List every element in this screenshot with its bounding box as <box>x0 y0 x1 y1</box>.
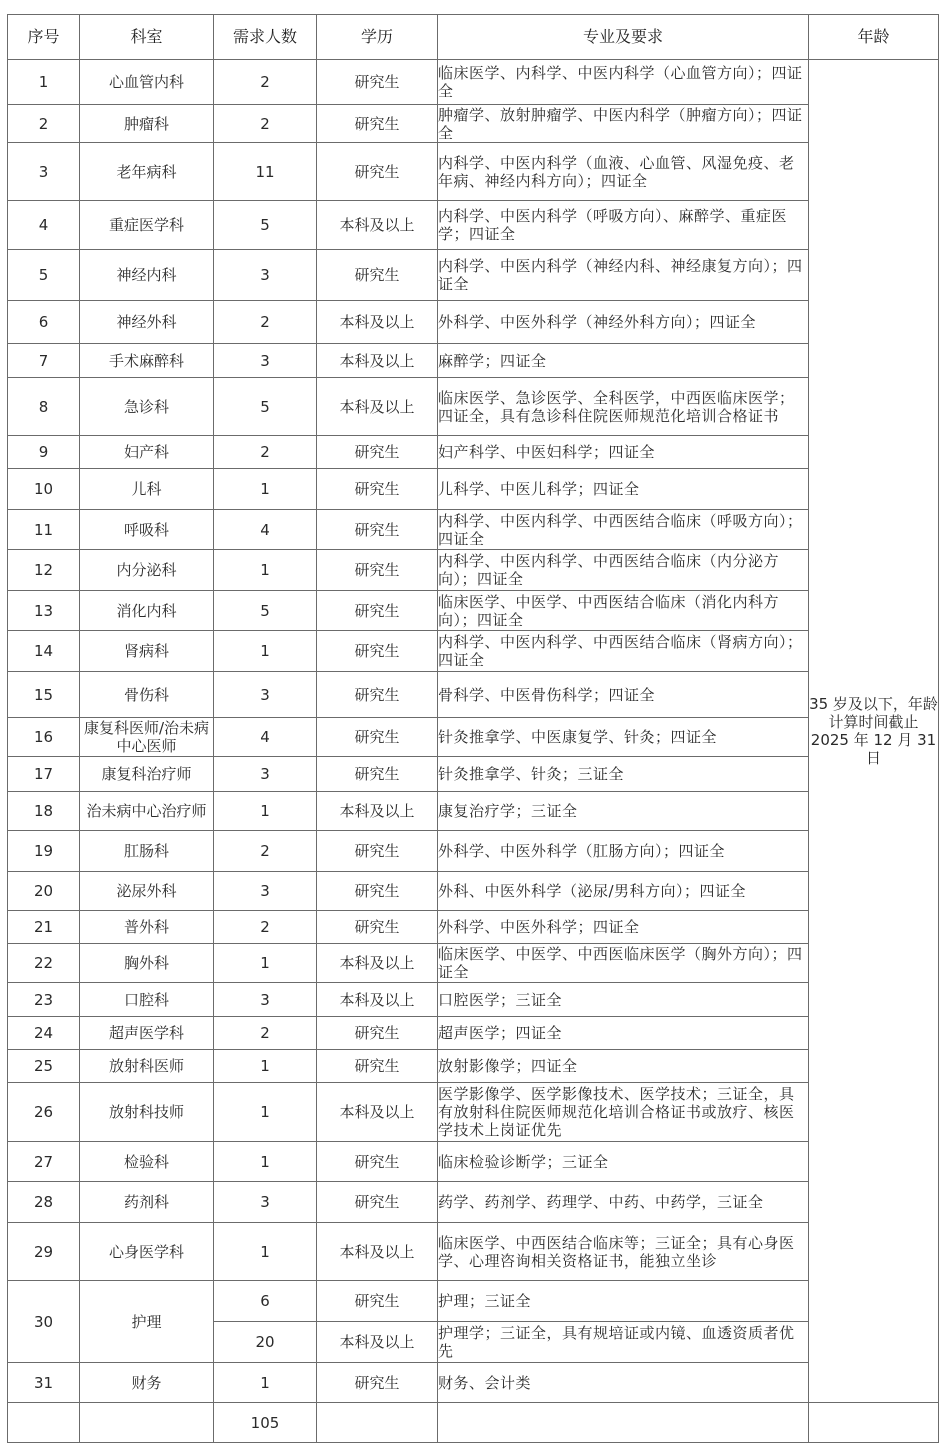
cell-dept: 放射科技师 <box>80 1083 214 1142</box>
cell-count: 1 <box>214 1142 317 1182</box>
cell-requirements: 内科学、中医内科学、中西医结合临床（肾病方向）；四证全 <box>438 631 809 672</box>
cell-education: 研究生 <box>317 436 438 469</box>
cell-no: 11 <box>8 510 80 550</box>
header-row <box>8 15 939 60</box>
table-row <box>8 201 939 250</box>
cell-education: 研究生 <box>317 631 438 672</box>
cell-total-requirements <box>438 1403 809 1443</box>
table-row <box>8 911 939 944</box>
table-row <box>8 672 939 718</box>
cell-dept: 老年病科 <box>80 143 214 201</box>
cell-requirements: 针灸推拿学、中医康复学、针灸；四证全 <box>438 718 809 757</box>
table-row <box>8 1083 939 1142</box>
table-row <box>8 60 939 105</box>
table-row <box>8 872 939 911</box>
cell-count: 4 <box>214 510 317 550</box>
cell-no: 18 <box>8 792 80 831</box>
cell-count: 1 <box>214 1223 317 1281</box>
cell-dept: 内分泌科 <box>80 550 214 591</box>
cell-no: 25 <box>8 1050 80 1083</box>
cell-no: 29 <box>8 1223 80 1281</box>
cell-requirements: 外科学、中医外科学；四证全 <box>438 911 809 944</box>
cell-dept: 口腔科 <box>80 983 214 1017</box>
cell-count: 2 <box>214 105 317 143</box>
cell-no: 30 <box>8 1281 80 1363</box>
cell-dept: 神经内科 <box>80 250 214 301</box>
cell-education: 本科及以上 <box>317 983 438 1017</box>
cell-education: 本科及以上 <box>317 344 438 378</box>
header-no: 序号 <box>8 15 80 60</box>
cell-no: 23 <box>8 983 80 1017</box>
cell-education: 研究生 <box>317 550 438 591</box>
cell-no: 7 <box>8 344 80 378</box>
cell-requirements: 内科学、中医内科学（血液、心血管、风湿免疫、老年病、神经内科方向）；四证全 <box>438 143 809 201</box>
cell-count: 1 <box>214 550 317 591</box>
cell-dept: 急诊科 <box>80 378 214 436</box>
table-row <box>8 250 939 301</box>
cell-total-age <box>809 1403 939 1443</box>
cell-dept: 肿瘤科 <box>80 105 214 143</box>
cell-count: 1 <box>214 944 317 983</box>
cell-dept: 呼吸科 <box>80 510 214 550</box>
cell-requirements: 临床医学、急诊医学、全科医学，中西医临床医学；四证全，具有急诊科住院医师规范化培训合格证书 <box>438 378 809 436</box>
cell-no: 3 <box>8 143 80 201</box>
cell-count: 2 <box>214 1017 317 1050</box>
cell-education: 研究生 <box>317 60 438 105</box>
cell-count: 2 <box>214 301 317 344</box>
cell-education: 研究生 <box>317 1182 438 1223</box>
cell-requirements: 临床医学、内科学、中医内科学（心血管方向）；四证全 <box>438 60 809 105</box>
cell-count: 3 <box>214 983 317 1017</box>
cell-education: 研究生 <box>317 831 438 872</box>
cell-education: 研究生 <box>317 1142 438 1182</box>
cell-no: 22 <box>8 944 80 983</box>
cell-dept: 普外科 <box>80 911 214 944</box>
cell-count: 3 <box>214 1182 317 1223</box>
cell-requirements: 针灸推拿学、针灸；三证全 <box>438 757 809 792</box>
cell-requirements: 临床医学、中医学、中西医临床医学（胸外方向）；四证全 <box>438 944 809 983</box>
cell-education: 研究生 <box>317 672 438 718</box>
cell-requirements: 骨科学、中医骨伤科学；四证全 <box>438 672 809 718</box>
cell-count: 1 <box>214 1083 317 1142</box>
cell-count: 4 <box>214 718 317 757</box>
cell-no: 26 <box>8 1083 80 1142</box>
recruitment-table <box>7 14 939 1443</box>
cell-no: 21 <box>8 911 80 944</box>
header-education: 学历 <box>317 15 438 60</box>
cell-no: 10 <box>8 469 80 510</box>
cell-dept: 治未病中心治疗师 <box>80 792 214 831</box>
cell-requirements: 护理；三证全 <box>438 1281 809 1322</box>
cell-total-education <box>317 1403 438 1443</box>
table-row <box>8 510 939 550</box>
cell-education: 本科及以上 <box>317 1223 438 1281</box>
table-row <box>8 1050 939 1083</box>
cell-dept: 检验科 <box>80 1142 214 1182</box>
table-row <box>8 550 939 591</box>
cell-dept: 肾病科 <box>80 631 214 672</box>
cell-age-requirement: 35 岁及以下，年龄计算时间截止 2025 年 12 月 31 日 <box>809 60 939 1403</box>
table-row <box>8 301 939 344</box>
cell-dept: 肛肠科 <box>80 831 214 872</box>
cell-requirements: 内科学、中医内科学（神经内科、神经康复方向）；四证全 <box>438 250 809 301</box>
cell-dept: 儿科 <box>80 469 214 510</box>
cell-dept: 胸外科 <box>80 944 214 983</box>
cell-no: 1 <box>8 60 80 105</box>
cell-count: 3 <box>214 757 317 792</box>
table-row <box>8 1223 939 1281</box>
cell-education: 研究生 <box>317 1017 438 1050</box>
cell-dept: 心身医学科 <box>80 1223 214 1281</box>
cell-count: 2 <box>214 60 317 105</box>
cell-requirements: 外科学、中医外科学（肛肠方向）；四证全 <box>438 831 809 872</box>
table-row <box>8 344 939 378</box>
cell-dept: 神经外科 <box>80 301 214 344</box>
cell-requirements: 儿科学、中医儿科学；四证全 <box>438 469 809 510</box>
cell-dept: 消化内科 <box>80 591 214 631</box>
cell-requirements: 口腔医学；三证全 <box>438 983 809 1017</box>
cell-dept: 放射科医师 <box>80 1050 214 1083</box>
cell-education: 研究生 <box>317 757 438 792</box>
cell-count: 3 <box>214 672 317 718</box>
cell-no: 15 <box>8 672 80 718</box>
cell-education: 研究生 <box>317 911 438 944</box>
cell-dept: 康复科医师/治未病中心医师 <box>80 718 214 757</box>
cell-requirements: 内科学、中医内科学、中西医结合临床（内分泌方向）；四证全 <box>438 550 809 591</box>
cell-count: 2 <box>214 436 317 469</box>
cell-education: 本科及以上 <box>317 201 438 250</box>
cell-requirements: 超声医学；四证全 <box>438 1017 809 1050</box>
table-row <box>8 831 939 872</box>
cell-requirements: 临床医学、中西医结合临床等；三证全；具有心身医学、心理咨询相关资格证书，能独立坐诊 <box>438 1223 809 1281</box>
cell-dept: 财务 <box>80 1363 214 1403</box>
table-row <box>8 436 939 469</box>
cell-count: 20 <box>214 1322 317 1363</box>
table-row <box>8 1142 939 1182</box>
cell-count: 1 <box>214 792 317 831</box>
cell-count: 2 <box>214 831 317 872</box>
cell-education: 研究生 <box>317 718 438 757</box>
cell-no: 5 <box>8 250 80 301</box>
cell-dept: 药剂科 <box>80 1182 214 1223</box>
cell-education: 本科及以上 <box>317 944 438 983</box>
table-row <box>8 378 939 436</box>
cell-dept: 手术麻醉科 <box>80 344 214 378</box>
cell-no: 16 <box>8 718 80 757</box>
table-row <box>8 591 939 631</box>
cell-requirements: 内科学、中医内科学、中西医结合临床（呼吸方向）；四证全 <box>438 510 809 550</box>
cell-count: 3 <box>214 872 317 911</box>
cell-education: 研究生 <box>317 872 438 911</box>
cell-education: 研究生 <box>317 1050 438 1083</box>
cell-no: 31 <box>8 1363 80 1403</box>
table-row <box>8 1363 939 1403</box>
cell-count: 1 <box>214 1363 317 1403</box>
table-row <box>8 1182 939 1223</box>
cell-no: 2 <box>8 105 80 143</box>
cell-requirements: 内科学、中医内科学（呼吸方向）、麻醉学、重症医学；四证全 <box>438 201 809 250</box>
cell-dept: 泌尿外科 <box>80 872 214 911</box>
cell-dept: 超声医学科 <box>80 1017 214 1050</box>
cell-count: 1 <box>214 1050 317 1083</box>
cell-requirements: 外科学、中医外科学（神经外科方向）；四证全 <box>438 301 809 344</box>
cell-count: 5 <box>214 378 317 436</box>
total-row <box>8 1403 939 1443</box>
cell-dept: 护理 <box>80 1281 214 1363</box>
cell-dept: 妇产科 <box>80 436 214 469</box>
cell-requirements: 药学、药剂学、药理学、中药、中药学，三证全 <box>438 1182 809 1223</box>
cell-education: 本科及以上 <box>317 792 438 831</box>
cell-dept: 心血管内科 <box>80 60 214 105</box>
table-row <box>8 718 939 757</box>
cell-requirements: 医学影像学、医学影像技术、医学技术；三证全，具有放射科住院医师规范化培训合格证书或放疗、核医学技术上岗证优先 <box>438 1083 809 1142</box>
cell-count: 1 <box>214 631 317 672</box>
cell-count: 11 <box>214 143 317 201</box>
cell-count: 1 <box>214 469 317 510</box>
cell-requirements: 临床检验诊断学；三证全 <box>438 1142 809 1182</box>
cell-no: 27 <box>8 1142 80 1182</box>
table-row <box>8 469 939 510</box>
cell-no: 13 <box>8 591 80 631</box>
cell-education: 研究生 <box>317 469 438 510</box>
cell-no: 4 <box>8 201 80 250</box>
cell-education: 研究生 <box>317 105 438 143</box>
cell-count: 6 <box>214 1281 317 1322</box>
cell-no: 12 <box>8 550 80 591</box>
cell-count: 5 <box>214 591 317 631</box>
header-dept: 科室 <box>80 15 214 60</box>
cell-total-count: 105 <box>214 1403 317 1443</box>
table-row <box>8 105 939 143</box>
cell-requirements: 护理学；三证全，具有规培证或内镜、血透资质者优先 <box>438 1322 809 1363</box>
table-row <box>8 143 939 201</box>
cell-education: 本科及以上 <box>317 378 438 436</box>
header-requirements: 专业及要求 <box>438 15 809 60</box>
cell-total-dept <box>80 1403 214 1443</box>
table-row <box>8 631 939 672</box>
cell-count: 2 <box>214 911 317 944</box>
cell-education: 研究生 <box>317 143 438 201</box>
table-row <box>8 1281 939 1322</box>
table-row <box>8 757 939 792</box>
table-row <box>8 792 939 831</box>
cell-requirements: 放射影像学；四证全 <box>438 1050 809 1083</box>
table-row <box>8 983 939 1017</box>
cell-no: 8 <box>8 378 80 436</box>
header-count: 需求人数 <box>214 15 317 60</box>
cell-dept: 康复科治疗师 <box>80 757 214 792</box>
cell-count: 3 <box>214 250 317 301</box>
cell-no: 17 <box>8 757 80 792</box>
cell-education: 本科及以上 <box>317 1322 438 1363</box>
cell-requirements: 肿瘤学、放射肿瘤学、中医内科学（肿瘤方向）；四证全 <box>438 105 809 143</box>
cell-education: 研究生 <box>317 591 438 631</box>
cell-education: 本科及以上 <box>317 301 438 344</box>
cell-no: 24 <box>8 1017 80 1050</box>
header-age: 年龄 <box>809 15 939 60</box>
cell-requirements: 财务、会计类 <box>438 1363 809 1403</box>
cell-no: 6 <box>8 301 80 344</box>
cell-dept: 重症医学科 <box>80 201 214 250</box>
cell-total-no <box>8 1403 80 1443</box>
cell-no: 20 <box>8 872 80 911</box>
cell-no: 14 <box>8 631 80 672</box>
cell-dept: 骨伤科 <box>80 672 214 718</box>
cell-education: 研究生 <box>317 1281 438 1322</box>
cell-requirements: 临床医学、中医学、中西医结合临床（消化内科方向）；四证全 <box>438 591 809 631</box>
cell-education: 研究生 <box>317 1363 438 1403</box>
cell-education: 研究生 <box>317 250 438 301</box>
cell-requirements: 外科、中医外科学（泌尿/男科方向）；四证全 <box>438 872 809 911</box>
cell-count: 5 <box>214 201 317 250</box>
table-row <box>8 944 939 983</box>
cell-requirements: 麻醉学；四证全 <box>438 344 809 378</box>
cell-no: 28 <box>8 1182 80 1223</box>
cell-count: 3 <box>214 344 317 378</box>
cell-requirements: 妇产科学、中医妇科学；四证全 <box>438 436 809 469</box>
cell-no: 9 <box>8 436 80 469</box>
cell-requirements: 康复治疗学；三证全 <box>438 792 809 831</box>
table-row <box>8 1017 939 1050</box>
cell-education: 本科及以上 <box>317 1083 438 1142</box>
cell-education: 研究生 <box>317 510 438 550</box>
cell-no: 19 <box>8 831 80 872</box>
